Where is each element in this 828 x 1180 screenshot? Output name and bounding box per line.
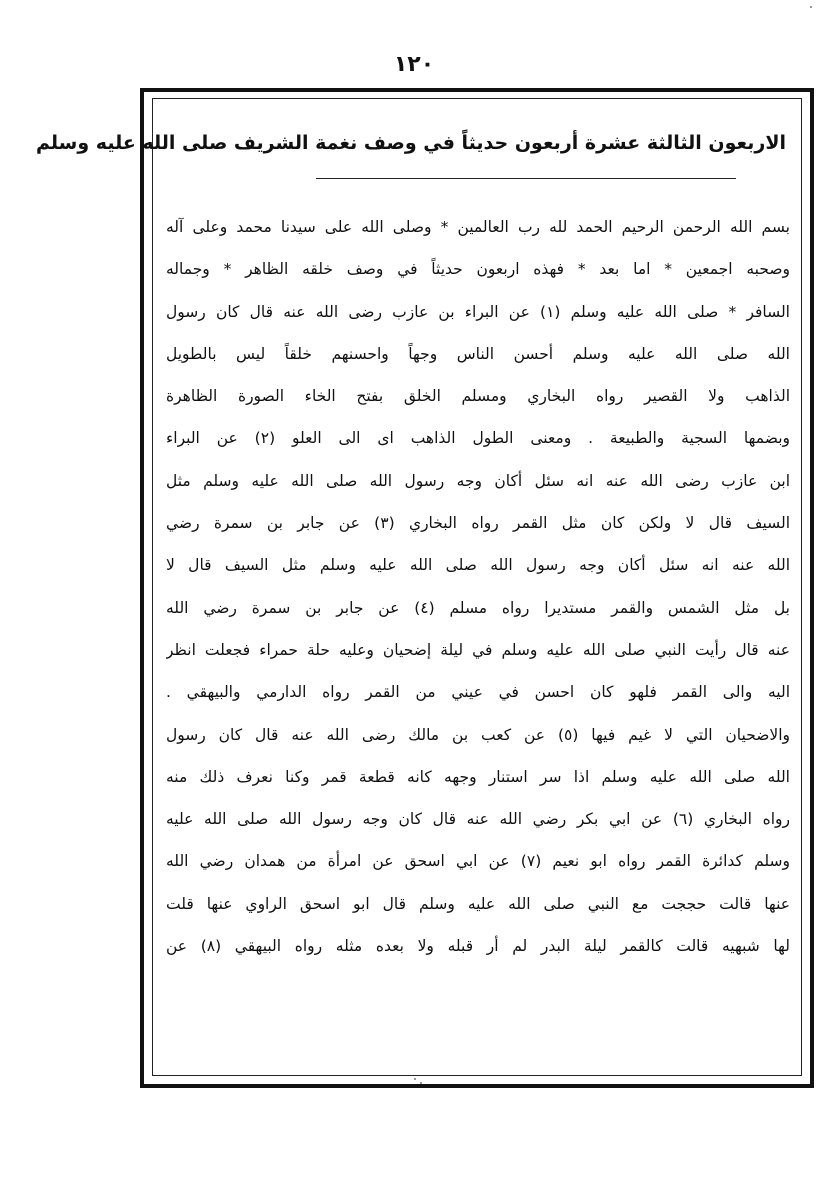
- text-line: السافر * صلى الله عليه وسلم (١) عن البراء بن عازب رضى الله عنه قال كان رسول: [166, 302, 790, 321]
- title-divider: [316, 178, 736, 179]
- text-line: اليه والى القمر فلهو كان احسن في عيني من القمر رواه الدارمي والبيهقي .: [166, 683, 790, 702]
- section-title: الاربعون الثالثة عشرة أربعون حديثاً في وصف نغمة الشريف صلى الله عليه وسلم: [36, 132, 786, 154]
- text-line: بل مثل الشمس والقمر مستديرا رواه مسلم (٤) عن جابر بن سمرة رضي الله: [166, 598, 790, 617]
- page-number: ١٢٠: [393, 52, 435, 77]
- text-line: بسم الله الرحمن الرحيم الحمد لله رب العالمين * وصلى الله على سيدنا محمد وعلى آله: [166, 218, 790, 236]
- text-line: رواه البخاري (٦) عن ابي بكر رضي الله عنه قال كان وجه رسول الله صلى الله عليه: [166, 810, 790, 829]
- text-line: الله عنه انه سئل أكان وجه رسول الله صلى الله عليه وسلم مثل السيف قال لا: [166, 556, 790, 575]
- scan-speck: [414, 1078, 416, 1080]
- text-line: السيف قال لا ولكن كان مثل القمر رواه البخاري (٣) عن جابر بن سمرة رضي: [166, 514, 790, 533]
- text-line: الله صلى الله عليه وسلم اذا سر استنار وجهه كانه قطعة قمر وكنا نعرف ذلك منه: [166, 767, 790, 786]
- text-line: عنها قالت حججت مع النبي صلى الله عليه وسلم قال ابو اسحق الراوي عنها قلت: [166, 894, 790, 913]
- body-text: [166, 206, 790, 967]
- text-line: وصحبه اجمعين * اما بعد * فهذه اربعون حديثاً في وصف خلقه الظاهر * وجماله: [166, 260, 790, 279]
- text-line: وسلم كدائرة القمر رواه ابو نعيم (٧) عن ابي اسحق عن امرأة من همدان رضي الله: [166, 852, 790, 871]
- scan-speck: [810, 6, 812, 8]
- text-line: ابن عازب رضى الله عنه انه سئل أكان وجه رسول الله صلى الله عليه وسلم مثل: [166, 471, 790, 490]
- page-content: [36, 108, 796, 1068]
- text-line: لها شبهيه قالت كالقمر ليلة البدر لم أر قبله ولا بعده مثله رواه البيهقي (٨) عن: [166, 937, 790, 956]
- text-line: عنه قال رأيت النبي صلى الله عليه وسلم في ليلة إضحيان وعليه حلة حمراء فجعلت انظر: [166, 640, 790, 659]
- text-line: الله صلى الله عليه وسلم أحسن الناس وجهاً واحسنهم خلقاً ليس بالطويل: [166, 344, 790, 363]
- text-line: الذاهب ولا القصير رواه البخاري ومسلم الخلق بفتح الخاء الصورة الظاهرة: [166, 387, 790, 406]
- text-line: وبضمها السجية والطبيعة . ومعنى الطول الذاهب اى الى العلو (٢) عن البراء: [166, 429, 790, 448]
- scan-speck: [420, 1082, 422, 1084]
- text-line: والاضحيان التي لا غيم فيها (٥) عن كعب بن مالك رضى الله عنه قال كان رسول: [166, 725, 790, 744]
